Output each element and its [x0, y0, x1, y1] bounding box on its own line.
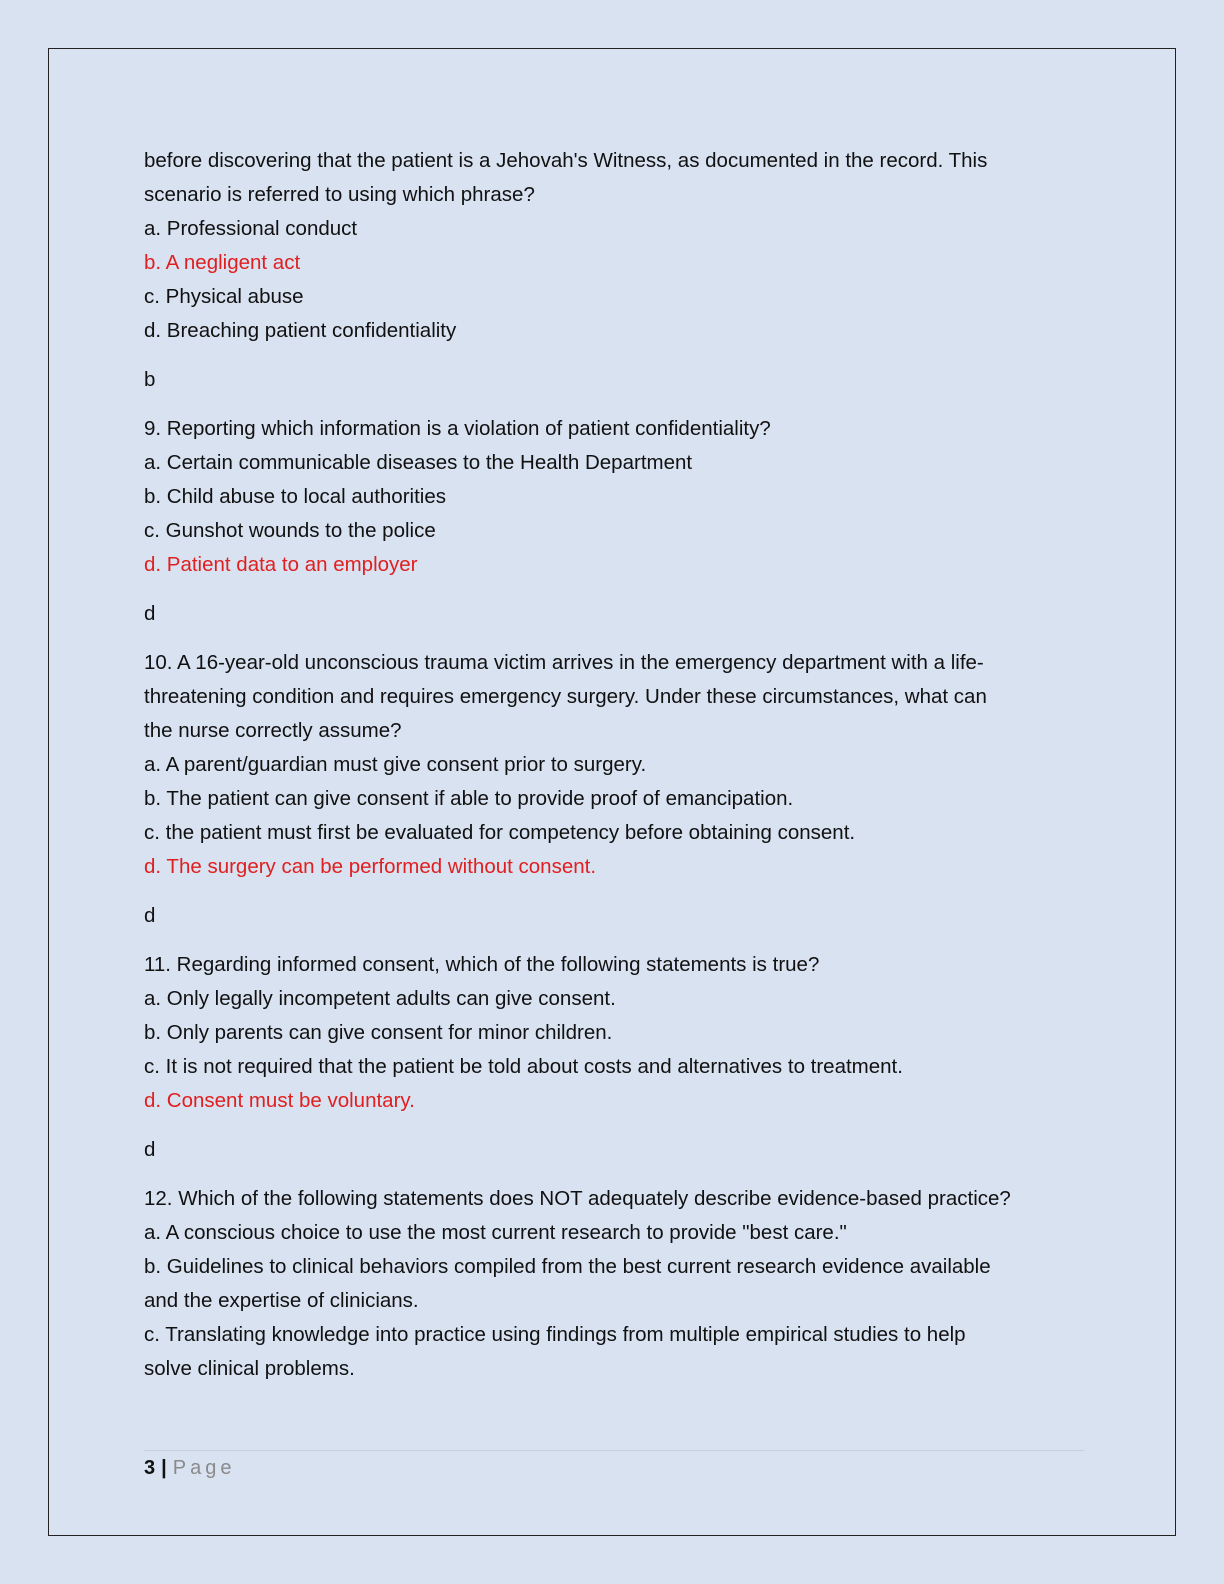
highlighted-answer-line: d. Patient data to an employer — [144, 553, 418, 576]
text-line: the nurse correctly assume? — [144, 719, 402, 742]
text-line: and the expertise of clinicians. — [144, 1289, 419, 1312]
text-line: b — [144, 368, 156, 391]
text-line: 9. Reporting which information is a violation of patient confidentiality? — [144, 417, 771, 440]
paragraph-gap — [144, 582, 1084, 597]
text-line: a. A conscious choice to use the most current research to provide "best care." — [144, 1221, 847, 1244]
highlighted-answer-line: d. Consent must be voluntary. — [144, 1089, 415, 1112]
text-line: 12. Which of the following statements does NOT adequately describe evidence-based practice? — [144, 1187, 1011, 1210]
text-line: solve clinical problems. — [144, 1357, 355, 1380]
text-line: a. Only legally incompetent adults can give consent. — [144, 987, 616, 1010]
text-line: c. Gunshot wounds to the police — [144, 519, 436, 542]
text-line: a. A parent/guardian must give consent prior to surgery. — [144, 753, 647, 776]
paragraph-gap — [144, 348, 1084, 363]
text-line: before discovering that the patient is a Jehovah's Witness, as documented in the record. This — [144, 149, 988, 172]
page-footer — [144, 1452, 235, 1484]
page-label: Page — [172, 1457, 236, 1479]
text-line: b. The patient can give consent if able to provide proof of emancipation. — [144, 787, 794, 810]
highlighted-answer-line: d. The surgery can be performed without consent. — [144, 855, 597, 878]
footer-separator: | — [161, 1457, 167, 1479]
text-line: c. Physical abuse — [144, 285, 304, 308]
text-line: d — [144, 602, 156, 625]
paragraph-gap — [144, 1167, 1084, 1182]
text-line: d. Breaching patient confidentiality — [144, 319, 457, 342]
text-line: threatening condition and requires emergency surgery. Under these circumstances, what can — [144, 685, 987, 708]
text-line: a. Certain communicable diseases to the Health Department — [144, 451, 693, 474]
document-body — [144, 144, 1084, 1386]
paragraph-gap — [144, 884, 1084, 899]
text-line: scenario is referred to using which phrase? — [144, 183, 535, 206]
text-line: d — [144, 904, 156, 927]
text-line: b. Only parents can give consent for minor children. — [144, 1021, 613, 1044]
text-line: c. Translating knowledge into practice using findings from multiple empirical studies to help — [144, 1323, 966, 1346]
paragraph-gap — [144, 397, 1084, 412]
text-line: c. the patient must first be evaluated for competency before obtaining consent. — [144, 821, 856, 844]
text-line: b. Guidelines to clinical behaviors compiled from the best current research evidence available — [144, 1255, 991, 1278]
text-line: 11. Regarding informed consent, which of the following statements is true? — [144, 953, 820, 976]
highlighted-answer-line: b. A negligent act — [144, 251, 301, 274]
paragraph-gap — [144, 933, 1084, 948]
text-line: 10. A 16-year-old unconscious trauma victim arrives in the emergency department with a life- — [144, 651, 984, 674]
footer-rule — [144, 1450, 1084, 1451]
text-line: b. Child abuse to local authorities — [144, 485, 446, 508]
page-number: 3 — [144, 1457, 156, 1479]
text-line: c. It is not required that the patient be told about costs and alternatives to treatment. — [144, 1055, 903, 1078]
paragraph-gap — [144, 1118, 1084, 1133]
paragraph-gap — [144, 631, 1084, 646]
text-line: a. Professional conduct — [144, 217, 358, 240]
text-line: d — [144, 1138, 156, 1161]
